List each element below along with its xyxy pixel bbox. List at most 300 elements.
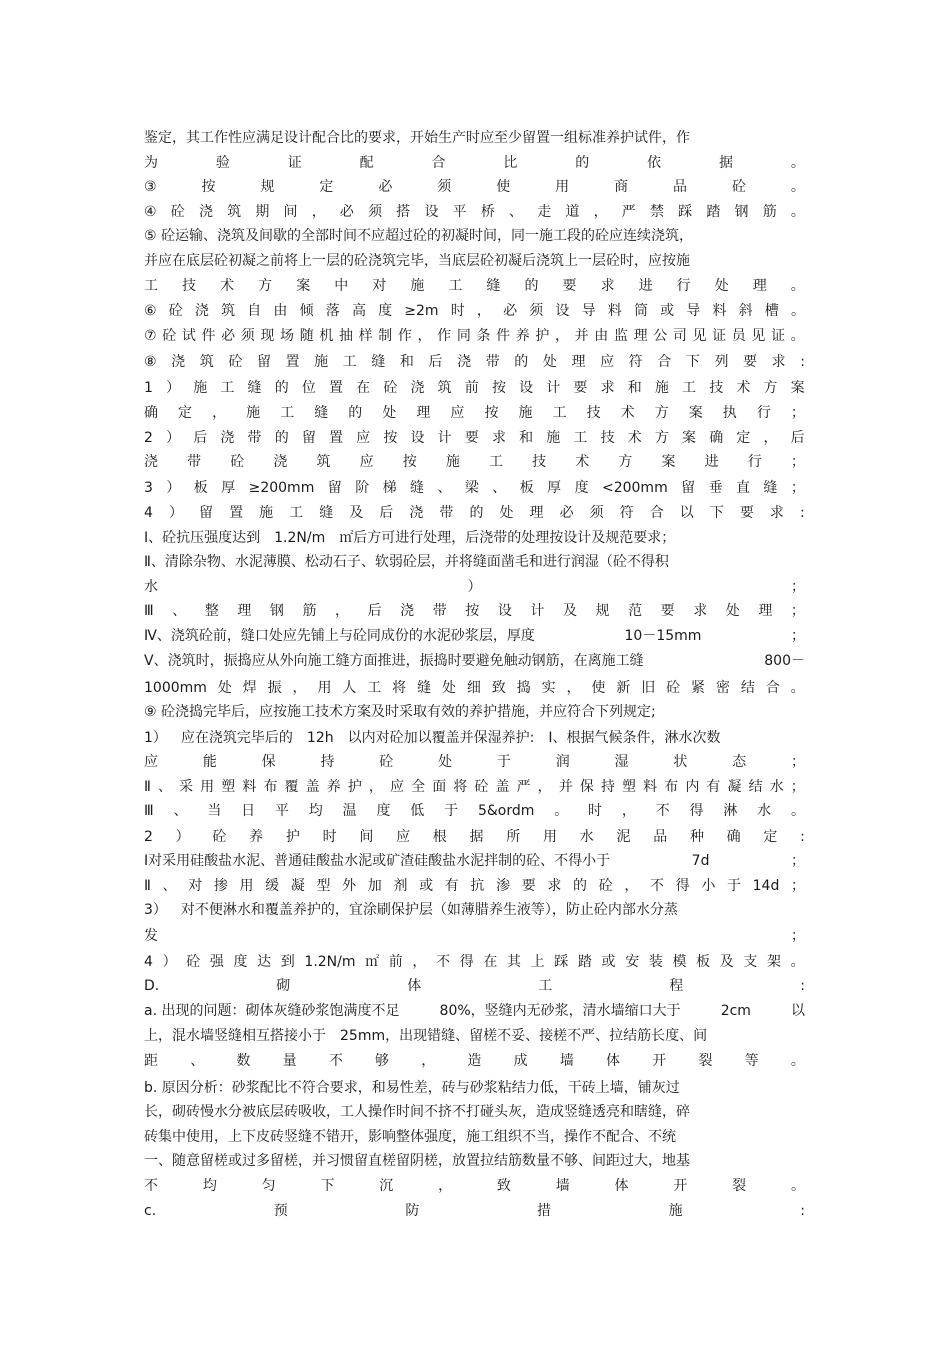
text-segment: 、 xyxy=(190,1053,205,1069)
text-line xyxy=(144,752,805,772)
text-segment: 下 xyxy=(320,1178,335,1194)
text-segment: 严 xyxy=(516,779,531,795)
text-segment: 安 xyxy=(625,954,640,970)
text-segment: 应 xyxy=(600,354,615,370)
text-segment: 作 xyxy=(397,328,412,344)
text-segment: 得 xyxy=(459,954,474,970)
text-segment: 、 xyxy=(157,779,172,795)
text-segment: 养 xyxy=(326,779,341,795)
text-segment: 位 xyxy=(301,380,316,396)
text-segment: 对 xyxy=(372,278,387,294)
text-segment: 应 xyxy=(390,779,405,795)
text-segment: 料 xyxy=(242,779,257,795)
text-segment: 应 xyxy=(450,405,465,421)
text-segment: 浇 xyxy=(400,603,415,619)
text-segment: 规 xyxy=(260,179,275,195)
text-segment: 措 xyxy=(537,1203,552,1219)
text-segment: 前 xyxy=(464,380,479,396)
text-segment: 用 xyxy=(200,779,215,795)
text-segment: 理 xyxy=(633,328,648,344)
text-segment: 不 xyxy=(436,954,451,970)
text-segment: 要 xyxy=(743,354,758,370)
text-segment: 按 xyxy=(383,430,398,446)
text-segment: 缝 xyxy=(247,380,262,396)
text-segment: 留 xyxy=(301,430,316,446)
text-segment: 将 xyxy=(392,680,407,696)
text-line xyxy=(144,301,805,321)
text-segment: 的 xyxy=(274,380,289,396)
text-segment: ⑤ 砼运输、浇筑及间歇的全部时间不应超过砼的初凝时间，同一施工段的砼应连续浇筑， xyxy=(144,228,693,244)
text-segment: 达 xyxy=(257,954,272,970)
text-segment: ， xyxy=(593,204,608,220)
text-segment: 保 xyxy=(579,779,594,795)
text-segment: 塑 xyxy=(622,779,637,795)
text-segment: Ⅱ xyxy=(144,878,151,894)
text-segment: 护 xyxy=(285,829,300,845)
text-segment: 1.2N/m xyxy=(274,530,326,546)
text-segment: ； xyxy=(791,853,805,869)
text-segment: 斜 xyxy=(738,303,753,319)
text-segment: 湿 xyxy=(614,754,629,770)
text-segment: 确 xyxy=(144,405,158,421)
text-segment: 砼 xyxy=(170,204,185,220)
text-segment: 布 xyxy=(664,779,679,795)
text-segment: 工 xyxy=(573,430,588,446)
text-segment: 根 xyxy=(432,829,447,845)
text-segment: 缝 xyxy=(486,278,501,294)
text-segment: 定 xyxy=(763,829,778,845)
text-segment: 不 xyxy=(328,1053,343,1069)
text-segment: 带 xyxy=(247,430,262,446)
text-segment: ， xyxy=(311,204,326,220)
text-segment: 缓 xyxy=(265,878,280,894)
text-line xyxy=(144,428,805,448)
text-segment: 凝 xyxy=(727,779,742,795)
text-segment: 必 xyxy=(339,204,354,220)
text-segment: 内 xyxy=(685,779,700,795)
text-segment: 。 xyxy=(791,803,805,819)
text-segment: 确 xyxy=(709,430,724,446)
text-segment: 置 xyxy=(285,354,300,370)
text-segment: 抗 xyxy=(470,878,485,894)
text-segment: ； xyxy=(791,928,805,944)
text-segment: 求 xyxy=(771,354,786,370)
text-segment: 要 xyxy=(464,430,479,446)
text-segment: 要 xyxy=(562,278,577,294)
text-segment: ， xyxy=(335,603,350,619)
text-segment: 证 xyxy=(771,328,786,344)
text-segment: 或 xyxy=(601,954,616,970)
text-segment: Ⅰ、根据气候条件，淋水次数 xyxy=(548,730,721,746)
text-segment: 品 xyxy=(653,829,668,845)
text-segment: 成 xyxy=(513,1053,528,1069)
text-segment: 板 xyxy=(519,480,534,496)
text-segment: 为 xyxy=(144,155,158,171)
text-segment: 方 xyxy=(654,430,669,446)
text-segment: 的 xyxy=(524,278,539,294)
text-segment: ， xyxy=(212,405,227,421)
text-segment: 钢 xyxy=(269,603,284,619)
text-segment: 数 xyxy=(236,1053,251,1069)
text-segment: 带 xyxy=(187,454,202,470)
text-line xyxy=(144,900,805,920)
text-segment: 按 xyxy=(484,405,499,421)
text-line xyxy=(144,153,805,173)
text-segment: 匀 xyxy=(261,1178,276,1194)
text-segment: 施 xyxy=(259,505,274,521)
text-segment: 4 xyxy=(144,954,153,970)
text-segment: 配 xyxy=(359,155,374,171)
text-segment: 处 xyxy=(725,603,740,619)
text-segment: 案 xyxy=(790,380,805,396)
text-segment: 的 xyxy=(514,354,529,370)
text-segment: Ⅳ、浇筑砼前，缝口处应先铺上与砼同成份的水泥砂浆层，厚度 xyxy=(144,628,535,644)
text-segment: 布 xyxy=(263,779,278,795)
text-segment: 1） xyxy=(144,730,167,746)
text-line xyxy=(144,777,805,797)
text-line xyxy=(144,251,805,271)
text-segment: 试 xyxy=(181,328,196,344)
text-segment: 件 xyxy=(496,328,511,344)
text-segment: 砼 xyxy=(228,354,243,370)
text-segment: 置 xyxy=(329,430,344,446)
text-segment: 日 xyxy=(241,803,256,819)
text-segment: Ⅲ xyxy=(144,603,154,619)
text-segment: 浇 xyxy=(144,454,158,470)
text-segment: 模 xyxy=(672,954,687,970)
text-segment: 工 xyxy=(552,405,567,421)
text-segment: 倾 xyxy=(299,303,314,319)
text-segment: 养 xyxy=(249,829,264,845)
text-segment: 砼 xyxy=(474,779,489,795)
text-segment: 于 xyxy=(496,754,511,770)
text-segment: ； xyxy=(790,754,805,770)
text-segment: 中 xyxy=(334,278,349,294)
text-segment: 垂 xyxy=(708,480,723,496)
text-segment: 型 xyxy=(316,878,331,894)
text-segment: 浇 xyxy=(171,354,186,370)
text-segment: 机 xyxy=(319,328,334,344)
text-line xyxy=(144,202,805,222)
text-segment: 理 xyxy=(237,603,252,619)
text-segment: 外 xyxy=(342,878,357,894)
text-segment: 筒 xyxy=(633,303,648,319)
text-segment: 。 xyxy=(790,303,805,319)
text-segment: 求 xyxy=(491,430,506,446)
text-segment: 据 xyxy=(469,829,484,845)
text-segment: 使 xyxy=(591,680,606,696)
text-segment: ； xyxy=(790,405,805,421)
text-segment: D. xyxy=(144,978,160,994)
text-segment: 缝 xyxy=(314,405,329,421)
text-segment: 证 xyxy=(287,155,302,171)
text-segment: 砼 xyxy=(379,754,394,770)
text-segment: 浇 xyxy=(273,454,288,470)
text-line xyxy=(144,577,805,597)
text-segment: 留 xyxy=(199,505,214,521)
text-segment: 采 xyxy=(179,779,194,795)
text-segment: 钢 xyxy=(734,204,749,220)
text-segment: 的 xyxy=(348,405,363,421)
text-segment: 带 xyxy=(485,354,500,370)
text-segment: 踏 xyxy=(577,954,592,970)
text-segment: 方 xyxy=(618,454,633,470)
text-segment: 料 xyxy=(712,303,727,319)
text-segment: 求 xyxy=(693,603,708,619)
text-segment: ； xyxy=(790,454,805,470)
text-segment: 案 xyxy=(661,454,676,470)
text-segment: 工 xyxy=(367,680,382,696)
text-segment: 缝 xyxy=(371,354,386,370)
text-segment: 筋 xyxy=(302,603,317,619)
text-segment: 砖集中使用，上下皮砖竖缝不错开，影响整体强度，施工组织不当，操作不配合、不统 xyxy=(144,1129,676,1145)
text-segment: 理 xyxy=(752,278,767,294)
text-line xyxy=(144,952,805,972)
text-segment: 依 xyxy=(647,155,662,171)
text-segment: 带 xyxy=(432,603,447,619)
text-line xyxy=(144,478,805,498)
text-segment: 方 xyxy=(258,278,273,294)
text-segment: 护 xyxy=(535,328,550,344)
text-segment: ， xyxy=(763,430,778,446)
text-segment: 以 xyxy=(679,505,694,521)
text-segment: 时 xyxy=(322,829,337,845)
text-segment: 及 xyxy=(349,505,364,521)
text-segment: 预 xyxy=(273,1203,288,1219)
text-segment: ） xyxy=(166,480,181,496)
text-segment: 整 xyxy=(204,603,219,619)
text-segment: 时 xyxy=(588,803,603,819)
text-segment: ， xyxy=(438,1178,453,1194)
text-segment: 、 xyxy=(162,878,177,894)
text-segment: 必 xyxy=(559,505,574,521)
text-line xyxy=(144,827,805,847)
text-segment: 度 xyxy=(233,954,248,970)
text-segment: 技 xyxy=(600,430,615,446)
text-segment: ， xyxy=(476,303,491,319)
text-segment: 所 xyxy=(506,829,521,845)
text-segment: 。 xyxy=(790,954,805,970)
text-segment: 捣 xyxy=(516,680,531,696)
text-segment: 鉴定，其工作性应满足设计配合比的要求，开始生产时应至少留置一组标准养护试件，作 xyxy=(144,130,690,146)
text-segment: ； xyxy=(791,579,805,595)
text-segment: 设 xyxy=(410,430,425,446)
text-segment: 术 xyxy=(620,405,635,421)
text-segment: 持 xyxy=(600,779,615,795)
text-segment: 导 xyxy=(581,303,596,319)
text-segment: Ⅲ xyxy=(144,803,154,819)
text-segment: 小 xyxy=(701,878,716,894)
text-segment: 落 xyxy=(325,303,340,319)
text-segment: 其 xyxy=(506,954,521,970)
text-segment: 留 xyxy=(681,480,696,496)
text-segment: 设 xyxy=(497,603,512,619)
text-segment: 料 xyxy=(607,303,622,319)
text-segment: 5&ordm xyxy=(477,803,535,819)
text-segment: 见 xyxy=(692,328,707,344)
text-segment: 3） xyxy=(144,902,167,918)
text-segment: 须 xyxy=(589,505,604,521)
text-segment: 平 xyxy=(452,204,467,220)
text-segment: 条 xyxy=(476,328,491,344)
text-segment: 长，砌砖慢水分被底层砖吸收，工人操作时间不挤不打碰头灰，造成竖缝透亮和瞎缝，碎 xyxy=(144,1104,690,1120)
text-segment: 公 xyxy=(653,328,668,344)
text-segment: 列 xyxy=(714,354,729,370)
text-line xyxy=(144,976,805,996)
text-segment: 下 xyxy=(685,354,700,370)
text-segment: 处 xyxy=(499,505,514,521)
text-segment: 处 xyxy=(217,680,232,696)
text-segment: 工 xyxy=(538,978,553,994)
text-segment: 支 xyxy=(743,954,758,970)
text-segment: 开 xyxy=(652,1053,667,1069)
text-segment: ） xyxy=(166,430,181,446)
text-segment: 养 xyxy=(515,328,530,344)
text-segment: 求 xyxy=(600,380,615,396)
text-segment: 厚 xyxy=(547,480,562,496)
text-segment: : xyxy=(800,354,805,370)
text-segment: Ⅴ、浇筑时，振捣应从外向施工缝方面推进，振捣时要避免触动钢筋，在离施工缝 xyxy=(144,653,644,669)
text-segment: 以 xyxy=(791,1003,805,1019)
text-segment: 槽 xyxy=(764,303,779,319)
text-segment: 筑 xyxy=(199,354,214,370)
text-segment: 。 xyxy=(790,1178,805,1194)
text-segment: 和 xyxy=(399,354,414,370)
text-line xyxy=(144,626,805,646)
text-segment: ） xyxy=(175,829,190,845)
text-segment: 要 xyxy=(521,878,536,894)
text-segment: 施 xyxy=(668,1203,683,1219)
text-segment: ⑦ xyxy=(144,328,157,344)
text-segment: 据 xyxy=(719,155,733,171)
text-segment: 塑 xyxy=(221,779,236,795)
text-line xyxy=(144,728,805,748)
text-line xyxy=(144,1102,805,1122)
text-segment: 不 xyxy=(650,878,665,894)
text-segment: 处 xyxy=(542,354,557,370)
text-segment: ， xyxy=(368,779,383,795)
text-segment: ≥200mm xyxy=(248,480,315,496)
text-segment: 结 xyxy=(748,779,763,795)
text-segment: 种 xyxy=(689,829,704,845)
text-segment: 、 xyxy=(173,803,188,819)
text-segment: 由 xyxy=(594,328,609,344)
text-line xyxy=(144,1127,805,1147)
text-segment: a. 出现的问题：砌体灰缝砂浆饱满度不足 xyxy=(144,1003,400,1019)
text-segment: 技 xyxy=(709,380,724,396)
text-segment: 不 xyxy=(655,803,670,819)
text-segment: 上 xyxy=(530,954,545,970)
text-segment: 工 xyxy=(280,405,295,421)
text-segment: 。 xyxy=(790,155,805,171)
text-segment: 旧 xyxy=(641,680,656,696)
text-segment: 体 xyxy=(407,978,422,994)
text-segment: 架 xyxy=(767,954,782,970)
text-segment: 和 xyxy=(519,430,534,446)
text-segment: 。 xyxy=(790,179,805,195)
text-segment: 时 xyxy=(450,303,465,319)
text-segment: 。 xyxy=(790,1053,805,1069)
text-segment: 方 xyxy=(763,380,778,396)
text-segment: ； xyxy=(790,779,805,795)
text-segment: 求 xyxy=(547,878,562,894)
text-segment: ； xyxy=(790,603,805,619)
text-segment: 合 xyxy=(649,505,664,521)
text-segment: 进 xyxy=(638,278,653,294)
text-line xyxy=(144,1151,805,1171)
text-segment: 厚 xyxy=(221,480,236,496)
text-segment: 砼 xyxy=(230,454,245,470)
text-segment: 用 xyxy=(543,829,557,845)
text-segment: 按 xyxy=(201,179,216,195)
text-segment: 前 xyxy=(388,954,403,970)
text-line xyxy=(144,528,805,548)
text-segment: 、 xyxy=(492,480,507,496)
text-segment: 水 xyxy=(579,829,594,845)
text-segment: 在 xyxy=(483,954,498,970)
text-segment: 筑 xyxy=(437,380,452,396)
text-segment: 砼 xyxy=(598,878,613,894)
text-segment: 间 xyxy=(283,204,298,220)
text-segment: 12h xyxy=(306,730,334,746)
text-line xyxy=(144,601,805,621)
text-segment: ） xyxy=(467,579,482,595)
text-segment: 梁 xyxy=(464,480,479,496)
text-segment: 进 xyxy=(704,454,719,470)
text-segment: 砌 xyxy=(276,978,291,994)
text-segment: 合 xyxy=(765,680,780,696)
text-segment: 状 xyxy=(673,754,688,770)
text-line xyxy=(144,552,805,572)
text-segment: 确 xyxy=(726,829,741,845)
text-segment: ⑨ 砼浇捣完毕后，应按施工技术方案及时采取有效的养护措施，并应符合下列规定; xyxy=(144,704,656,720)
text-segment: 术 xyxy=(627,430,642,446)
text-segment: 要 xyxy=(739,505,754,521)
text-segment: ⑥ xyxy=(144,303,157,319)
text-segment: 砼 xyxy=(162,328,177,344)
text-segment: 案 xyxy=(296,278,311,294)
text-segment: 行 xyxy=(747,454,762,470)
text-segment: 对 xyxy=(188,878,203,894)
text-segment: 发 xyxy=(144,928,158,944)
text-segment: 实 xyxy=(541,680,556,696)
text-segment: 施 xyxy=(445,454,460,470)
text-segment: 术 xyxy=(220,278,235,294)
text-segment: 员 xyxy=(731,328,746,344)
text-line xyxy=(144,403,805,423)
text-segment: 设 xyxy=(519,380,534,396)
text-segment: 下 xyxy=(709,505,724,521)
text-segment: 到 xyxy=(280,954,295,970)
text-segment: Ⅱ、清除杂物、水泥薄膜、松动石子、软弱砼层，并将缝面凿毛和进行润湿（砼不得积 xyxy=(144,554,669,570)
text-segment: 规 xyxy=(595,603,610,619)
text-segment: 筋 xyxy=(762,204,777,220)
text-segment: 桥 xyxy=(480,204,495,220)
text-segment: 走 xyxy=(537,204,552,220)
text-segment: 1 xyxy=(144,380,153,396)
text-segment: c. xyxy=(144,1203,157,1219)
text-line xyxy=(144,177,805,197)
text-segment: 及 xyxy=(719,954,734,970)
text-segment: 范 xyxy=(628,603,643,619)
text-segment: 施 xyxy=(314,354,329,370)
text-line xyxy=(144,128,805,148)
text-segment: 2 xyxy=(144,829,153,845)
text-segment: 行 xyxy=(756,405,771,421)
text-segment: 和 xyxy=(627,380,642,396)
text-segment: 在 xyxy=(356,380,371,396)
text-segment: 技 xyxy=(182,278,197,294)
